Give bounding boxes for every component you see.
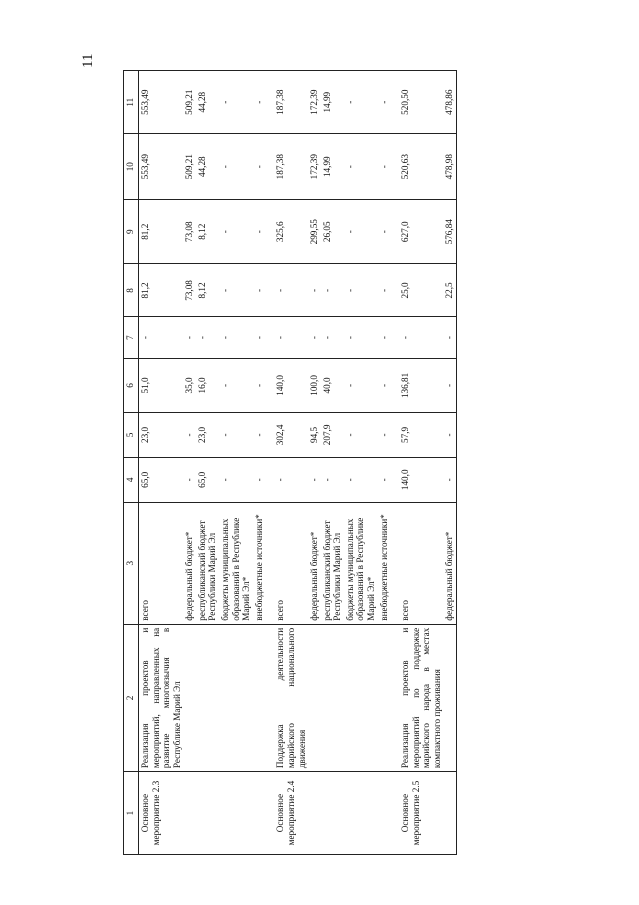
value-cell: -: [139, 317, 184, 358]
value-cell: -: [344, 200, 378, 264]
value-cell: 172,39: [308, 134, 321, 200]
header-cell: 11: [124, 71, 139, 134]
activity-code-cell: [219, 772, 253, 855]
value-cell: -: [253, 264, 266, 317]
value-cell: -: [219, 457, 253, 502]
value-cell: -: [308, 264, 321, 317]
value-cell: -: [378, 264, 391, 317]
value-cell: 22,5: [443, 264, 456, 317]
header-cell: 10: [124, 134, 139, 200]
value-cell: 14,99: [321, 134, 344, 200]
value-cell: 302,4: [265, 412, 308, 457]
activity-code-cell: [253, 772, 266, 855]
value-cell: 23,0: [139, 412, 184, 457]
header-row: [124, 71, 139, 855]
value-cell: -: [183, 412, 196, 457]
value-cell: 25,0: [390, 264, 443, 317]
value-cell: -: [443, 358, 456, 412]
value-cell: -: [344, 264, 378, 317]
value-cell: 553,49: [139, 134, 184, 200]
header-cell: 3: [124, 502, 139, 624]
value-cell: 14,99: [321, 71, 344, 134]
value-cell: 325,6: [265, 200, 308, 264]
value-cell: 520,50: [390, 71, 443, 134]
value-cell: -: [321, 317, 344, 358]
value-cell: -: [308, 457, 321, 502]
table-row: [265, 71, 308, 855]
header-cell: 7: [124, 317, 139, 358]
value-cell: 553,49: [139, 71, 184, 134]
value-cell: -: [253, 457, 266, 502]
value-cell: -: [219, 317, 253, 358]
value-cell: 26,05: [321, 200, 344, 264]
value-cell: 187,38: [265, 71, 308, 134]
activity-name-cell: [253, 624, 266, 771]
value-cell: -: [378, 134, 391, 200]
value-cell: -: [183, 317, 196, 358]
value-cell: -: [219, 200, 253, 264]
table-row: [219, 71, 253, 855]
activity-code-cell: [183, 772, 196, 855]
table-row: [253, 71, 266, 855]
value-cell: -: [219, 358, 253, 412]
financing-table: [123, 70, 457, 855]
funding-source-cell: бюджеты муниципальных образований в Республике Марий Эл*: [344, 502, 378, 624]
value-cell: -: [253, 200, 266, 264]
value-cell: -: [378, 317, 391, 358]
value-cell: -: [253, 71, 266, 134]
value-cell: -: [344, 457, 378, 502]
value-cell: 44,28: [196, 134, 219, 200]
value-cell: 299,55: [308, 200, 321, 264]
header-cell: 5: [124, 412, 139, 457]
activity-name-cell: [443, 624, 456, 771]
value-cell: -: [378, 200, 391, 264]
value-cell: 8,12: [196, 264, 219, 317]
activity-code-cell: [344, 772, 378, 855]
funding-source-cell: внебюджетные источники*: [378, 502, 391, 624]
value-cell: -: [378, 457, 391, 502]
activity-name-cell: [321, 624, 344, 771]
table-row: [378, 71, 391, 855]
value-cell: -: [390, 317, 443, 358]
value-cell: -: [253, 358, 266, 412]
value-cell: 65,0: [196, 457, 219, 502]
value-cell: -: [443, 457, 456, 502]
activity-code-cell: [308, 772, 321, 855]
activity-code-cell: Основное мероприятие 2.5: [390, 772, 443, 855]
value-cell: -: [183, 457, 196, 502]
activity-name-cell: Реализация проектов и мероприятий, направленных на развитие многоязычия в Республике Марий Эл: [139, 624, 184, 771]
funding-source-cell: федеральный бюджет*: [308, 502, 321, 624]
value-cell: 520,63: [390, 134, 443, 200]
value-cell: -: [344, 134, 378, 200]
value-cell: 23,0: [196, 412, 219, 457]
value-cell: -: [344, 317, 378, 358]
value-cell: 478,86: [443, 71, 456, 134]
value-cell: 65,0: [139, 457, 184, 502]
value-cell: 207,9: [321, 412, 344, 457]
value-cell: 172,39: [308, 71, 321, 134]
value-cell: 187,38: [265, 134, 308, 200]
value-cell: 627,0: [390, 200, 443, 264]
value-cell: -: [344, 412, 378, 457]
activity-code-cell: [196, 772, 219, 855]
value-cell: 478,98: [443, 134, 456, 200]
activity-name-cell: Реализация проектов и мероприятий по поддержке марийского народа в местах компактного проживания: [390, 624, 443, 771]
value-cell: 16,0: [196, 358, 219, 412]
table-row: [321, 71, 344, 855]
rotated-page: [123, 70, 639, 855]
value-cell: -: [196, 317, 219, 358]
value-cell: 51,0: [139, 358, 184, 412]
value-cell: -: [219, 264, 253, 317]
value-cell: -: [344, 358, 378, 412]
value-cell: 140,0: [265, 358, 308, 412]
activity-code-cell: Основное мероприятие 2.3: [139, 772, 184, 855]
header-cell: 8: [124, 264, 139, 317]
activity-name-cell: [196, 624, 219, 771]
value-cell: 136,81: [390, 358, 443, 412]
value-cell: 44,28: [196, 71, 219, 134]
value-cell: 81,2: [139, 264, 184, 317]
activity-name-cell: [183, 624, 196, 771]
funding-source-cell: всего: [139, 502, 184, 624]
table-body: [139, 71, 457, 855]
activity-name-cell: [378, 624, 391, 771]
value-cell: -: [253, 317, 266, 358]
table-row: [196, 71, 219, 855]
value-cell: 509,21: [183, 134, 196, 200]
value-cell: 100,0: [308, 358, 321, 412]
activity-name-cell: Поддержка деятельности марийского национального движения: [265, 624, 308, 771]
value-cell: -: [219, 71, 253, 134]
value-cell: 73,08: [183, 264, 196, 317]
funding-source-cell: всего: [390, 502, 443, 624]
funding-source-cell: федеральный бюджет*: [183, 502, 196, 624]
value-cell: 35,0: [183, 358, 196, 412]
value-cell: -: [308, 317, 321, 358]
value-cell: -: [265, 264, 308, 317]
value-cell: 57,9: [390, 412, 443, 457]
value-cell: 94,5: [308, 412, 321, 457]
value-cell: 73,08: [183, 200, 196, 264]
table-row: [390, 71, 443, 855]
value-cell: -: [253, 134, 266, 200]
funding-source-cell: республиканский бюджет Республики Марий Эл: [321, 502, 344, 624]
header-cell: 9: [124, 200, 139, 264]
activity-code-cell: [378, 772, 391, 855]
value-cell: -: [443, 317, 456, 358]
activity-name-cell: [219, 624, 253, 771]
value-cell: -: [378, 412, 391, 457]
funding-source-cell: федеральный бюджет*: [443, 502, 456, 624]
header-cell: 2: [124, 624, 139, 771]
funding-source-cell: внебюджетные источники*: [253, 502, 266, 624]
value-cell: -: [321, 457, 344, 502]
table-row: [344, 71, 378, 855]
value-cell: -: [344, 71, 378, 134]
table-row: [139, 71, 184, 855]
value-cell: -: [219, 412, 253, 457]
value-cell: 509,21: [183, 71, 196, 134]
value-cell: -: [378, 71, 391, 134]
header-cell: 6: [124, 358, 139, 412]
page-number: 11: [80, 53, 96, 68]
activity-code-cell: [321, 772, 344, 855]
activity-name-cell: [308, 624, 321, 771]
table-row: [443, 71, 456, 855]
funding-source-cell: республиканский бюджет Республики Марий Эл: [196, 502, 219, 624]
funding-source-cell: бюджеты муниципальных образований в Республике Марий Эл*: [219, 502, 253, 624]
value-cell: 8,12: [196, 200, 219, 264]
value-cell: -: [253, 412, 266, 457]
value-cell: -: [265, 317, 308, 358]
activity-code-cell: Основное мероприятие 2.4: [265, 772, 308, 855]
value-cell: 40,0: [321, 358, 344, 412]
table-row: [183, 71, 196, 855]
value-cell: 140,0: [390, 457, 443, 502]
value-cell: 576,84: [443, 200, 456, 264]
header-cell: 1: [124, 772, 139, 855]
activity-code-cell: [443, 772, 456, 855]
table-row: [308, 71, 321, 855]
value-cell: -: [443, 412, 456, 457]
activity-name-cell: [344, 624, 378, 771]
value-cell: -: [219, 134, 253, 200]
funding-source-cell: всего: [265, 502, 308, 624]
value-cell: -: [321, 264, 344, 317]
value-cell: 81,2: [139, 200, 184, 264]
value-cell: -: [378, 358, 391, 412]
header-cell: 4: [124, 457, 139, 502]
value-cell: -: [265, 457, 308, 502]
